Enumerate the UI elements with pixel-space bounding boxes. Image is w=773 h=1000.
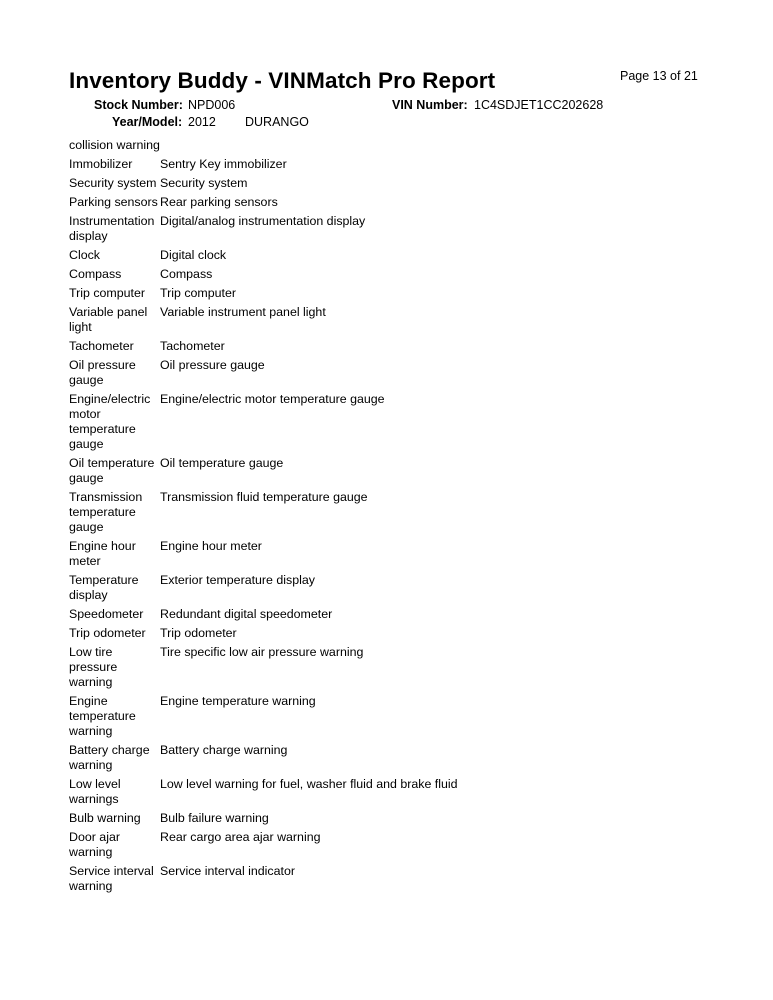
feature-description: Engine temperature warning bbox=[160, 694, 316, 708]
vin-number-label: VIN Number: bbox=[392, 98, 468, 112]
feature-description: Rear parking sensors bbox=[160, 195, 278, 209]
feature-category: Engine hour meter bbox=[69, 539, 136, 568]
feature-category: Battery charge warning bbox=[69, 743, 150, 772]
stock-number-value: NPD006 bbox=[188, 98, 236, 112]
feature-row bbox=[69, 157, 709, 176]
feature-category: Instrumentation display bbox=[69, 214, 155, 243]
page-number: Page 13 of 21 bbox=[620, 69, 698, 83]
feature-description: Compass bbox=[160, 267, 213, 281]
feature-category: Bulb warning bbox=[69, 811, 141, 825]
feature-description: Redundant digital speedometer bbox=[160, 607, 333, 621]
feature-row bbox=[69, 339, 709, 358]
year-model-label: Year/Model: bbox=[112, 115, 183, 129]
vin-number-value: 1C4SDJET1CC202628 bbox=[474, 98, 604, 112]
feature-category: Speedometer bbox=[69, 607, 144, 621]
report-title: Inventory Buddy - VINMatch Pro Report bbox=[69, 68, 496, 93]
feature-row bbox=[69, 864, 709, 898]
feature-category: Parking sensors bbox=[69, 195, 158, 209]
feature-row bbox=[69, 456, 709, 490]
feature-row bbox=[69, 248, 709, 267]
feature-category: Transmission temperature gauge bbox=[69, 490, 143, 534]
feature-row bbox=[69, 607, 709, 626]
feature-row bbox=[69, 811, 709, 830]
feature-description: Digital/analog instrumentation display bbox=[160, 214, 366, 228]
feature-category: Trip odometer bbox=[69, 626, 146, 640]
feature-category: Variable panel light bbox=[69, 305, 148, 334]
feature-category: Engine temperature warning bbox=[69, 694, 136, 738]
feature-row bbox=[69, 305, 709, 339]
feature-category: Low level warnings bbox=[69, 777, 121, 806]
year-value: 2012 bbox=[188, 115, 216, 129]
feature-description: Rear cargo area ajar warning bbox=[160, 830, 321, 844]
feature-description: Transmission fluid temperature gauge bbox=[160, 490, 368, 504]
stock-number-label: Stock Number: bbox=[94, 98, 183, 112]
feature-description: Security system bbox=[160, 176, 248, 190]
feature-row bbox=[69, 626, 709, 645]
feature-description bbox=[160, 138, 709, 153]
feature-row bbox=[69, 286, 709, 305]
feature-category: Tachometer bbox=[69, 339, 134, 353]
feature-category: Low tire pressure warning bbox=[69, 645, 118, 689]
feature-category: Oil pressure gauge bbox=[69, 358, 136, 387]
feature-description: Tire specific low air pressure warning bbox=[160, 645, 364, 659]
feature-description: Tachometer bbox=[160, 339, 225, 353]
feature-description: Oil pressure gauge bbox=[160, 358, 265, 372]
feature-table bbox=[69, 138, 709, 898]
feature-category: collision warning bbox=[69, 138, 160, 152]
feature-description: Variable instrument panel light bbox=[160, 305, 326, 319]
feature-row bbox=[69, 573, 709, 607]
feature-description: Trip computer bbox=[160, 286, 236, 300]
feature-description: Bulb failure warning bbox=[160, 811, 269, 825]
feature-row bbox=[69, 490, 709, 539]
feature-description: Oil temperature gauge bbox=[160, 456, 284, 470]
feature-description: Sentry Key immobilizer bbox=[160, 157, 287, 171]
feature-row bbox=[69, 214, 709, 248]
feature-description: Engine/electric motor temperature gauge bbox=[160, 392, 385, 406]
feature-category: Security system bbox=[69, 176, 157, 190]
feature-category: Service interval warning bbox=[69, 864, 154, 893]
feature-row bbox=[69, 267, 709, 286]
feature-row bbox=[69, 195, 709, 214]
feature-row bbox=[69, 539, 709, 573]
feature-row bbox=[69, 176, 709, 195]
feature-description: Engine hour meter bbox=[160, 539, 262, 553]
feature-category: Immobilizer bbox=[69, 157, 133, 171]
feature-category: Clock bbox=[69, 248, 100, 262]
feature-category: Temperature display bbox=[69, 573, 139, 602]
feature-category: Oil temperature gauge bbox=[69, 456, 155, 485]
feature-description: Digital clock bbox=[160, 248, 227, 262]
model-value: DURANGO bbox=[245, 115, 309, 129]
feature-row bbox=[69, 392, 709, 456]
feature-description: Low level warning for fuel, washer fluid and brake fluid bbox=[160, 777, 458, 791]
feature-description: Service interval indicator bbox=[160, 864, 295, 878]
feature-row bbox=[69, 358, 709, 392]
feature-row bbox=[69, 138, 709, 157]
feature-description: Battery charge warning bbox=[160, 743, 288, 757]
feature-category: Engine/electric motor temperature gauge bbox=[69, 392, 151, 451]
feature-category: Trip computer bbox=[69, 286, 145, 300]
feature-row bbox=[69, 777, 709, 811]
feature-category: Door ajar warning bbox=[69, 830, 120, 859]
feature-row bbox=[69, 645, 709, 694]
feature-row bbox=[69, 830, 709, 864]
feature-description: Trip odometer bbox=[160, 626, 237, 640]
feature-row bbox=[69, 743, 709, 777]
feature-description: Exterior temperature display bbox=[160, 573, 315, 587]
feature-row bbox=[69, 694, 709, 743]
feature-category: Compass bbox=[69, 267, 122, 281]
